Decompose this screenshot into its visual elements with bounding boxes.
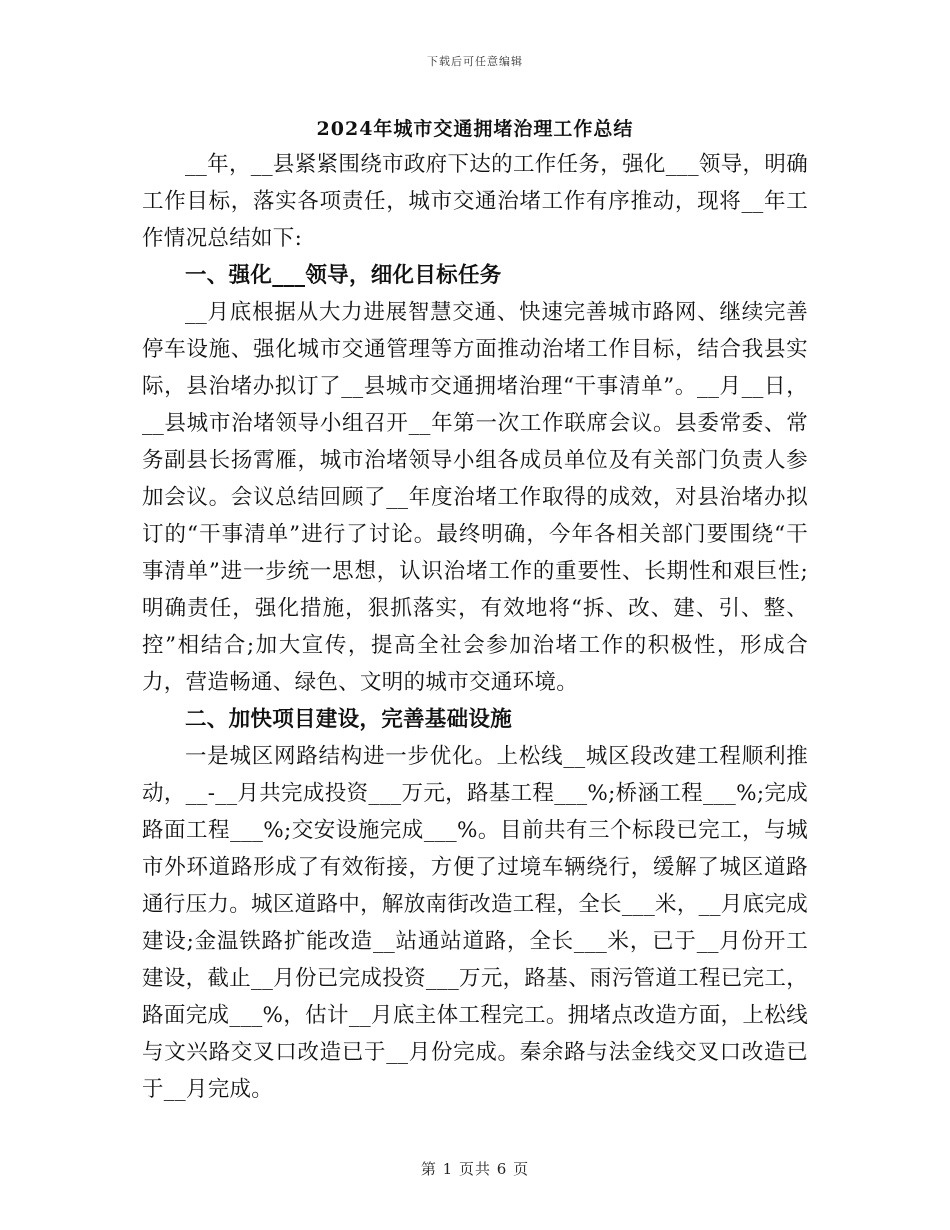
paragraph-intro: __年，__县紧紧围绕市政府下达的工作任务，强化___领导，明确工作目标，落实各项责任，城市交通治堵工作有序推动，现将__年工作情况总结如下:	[142, 152, 808, 251]
document-title: 2024年城市交通拥堵治理工作总结	[316, 118, 634, 140]
header-note: 下载后可任意编辑	[427, 55, 523, 68]
paragraph-section-2: 一是城区网路结构进一步优化。上松线__城区段改建工程顺利推动，__-__月共完成投资___万元，路基工程___%;桥涵工程___%;完成路面工程___%;交安设施完成___%。目前共有三个标段已完工，与城市外环道路形成了有效衔接，方便了过境车辆绕行，缓解了城区道路通行压力。城区道路中，解放南街改造工程，全长___米，__月底完成建设;金温铁路扩能改造__站通站道路，全长___米，已于__月份开工建设，截止__月份已完成投资___万元，路基、雨污管道工程已完工，路面完成___%，估计__月底主体工程完工。拥堵点改造方面，上松线与文兴路交叉口改造已于__月份完成。秦余路与法金线交叉口改造已于__月完成。	[142, 744, 808, 1102]
section-heading-1: 一、强化___领导，细化目标任务	[185, 263, 502, 288]
document-body	[142, 146, 808, 1108]
section-heading-2: 二、加快项目建设，完善基础设施	[185, 707, 513, 732]
page-indicator: 第 1 页共 6 页	[420, 1160, 530, 1178]
paragraph-section-1: __月底根据从大力进展智慧交通、快速完善城市路网、继续完善停车设施、强化城市交通管理等方面推动治堵工作目标，结合我县实际，县治堵办拟订了__县城市交通拥堵治理“干事清单”。__月__日，__县城市治堵领导小组召开__年第一次工作联席会议。县委常委、常务副县长扬霄雁，城市治堵领导小组各成员单位及有关部门负责人参加会议。会议总结回顾了__年度治堵工作取得的成效，对县治堵办拟订的“干事清单”进行了讨论。最终明确，今年各相关部门要围绕“干事清单”进一步统一思想，认识治堵工作的重要性、长期性和艰巨性;明确责任，强化措施，狠抓落实，有效地将“拆、改、建、引、整、控”相结合;加大宣传，提高全社会参加治堵工作的积极性，形成合力，营造畅通、绿色、文明的城市交通环境。	[142, 300, 808, 695]
